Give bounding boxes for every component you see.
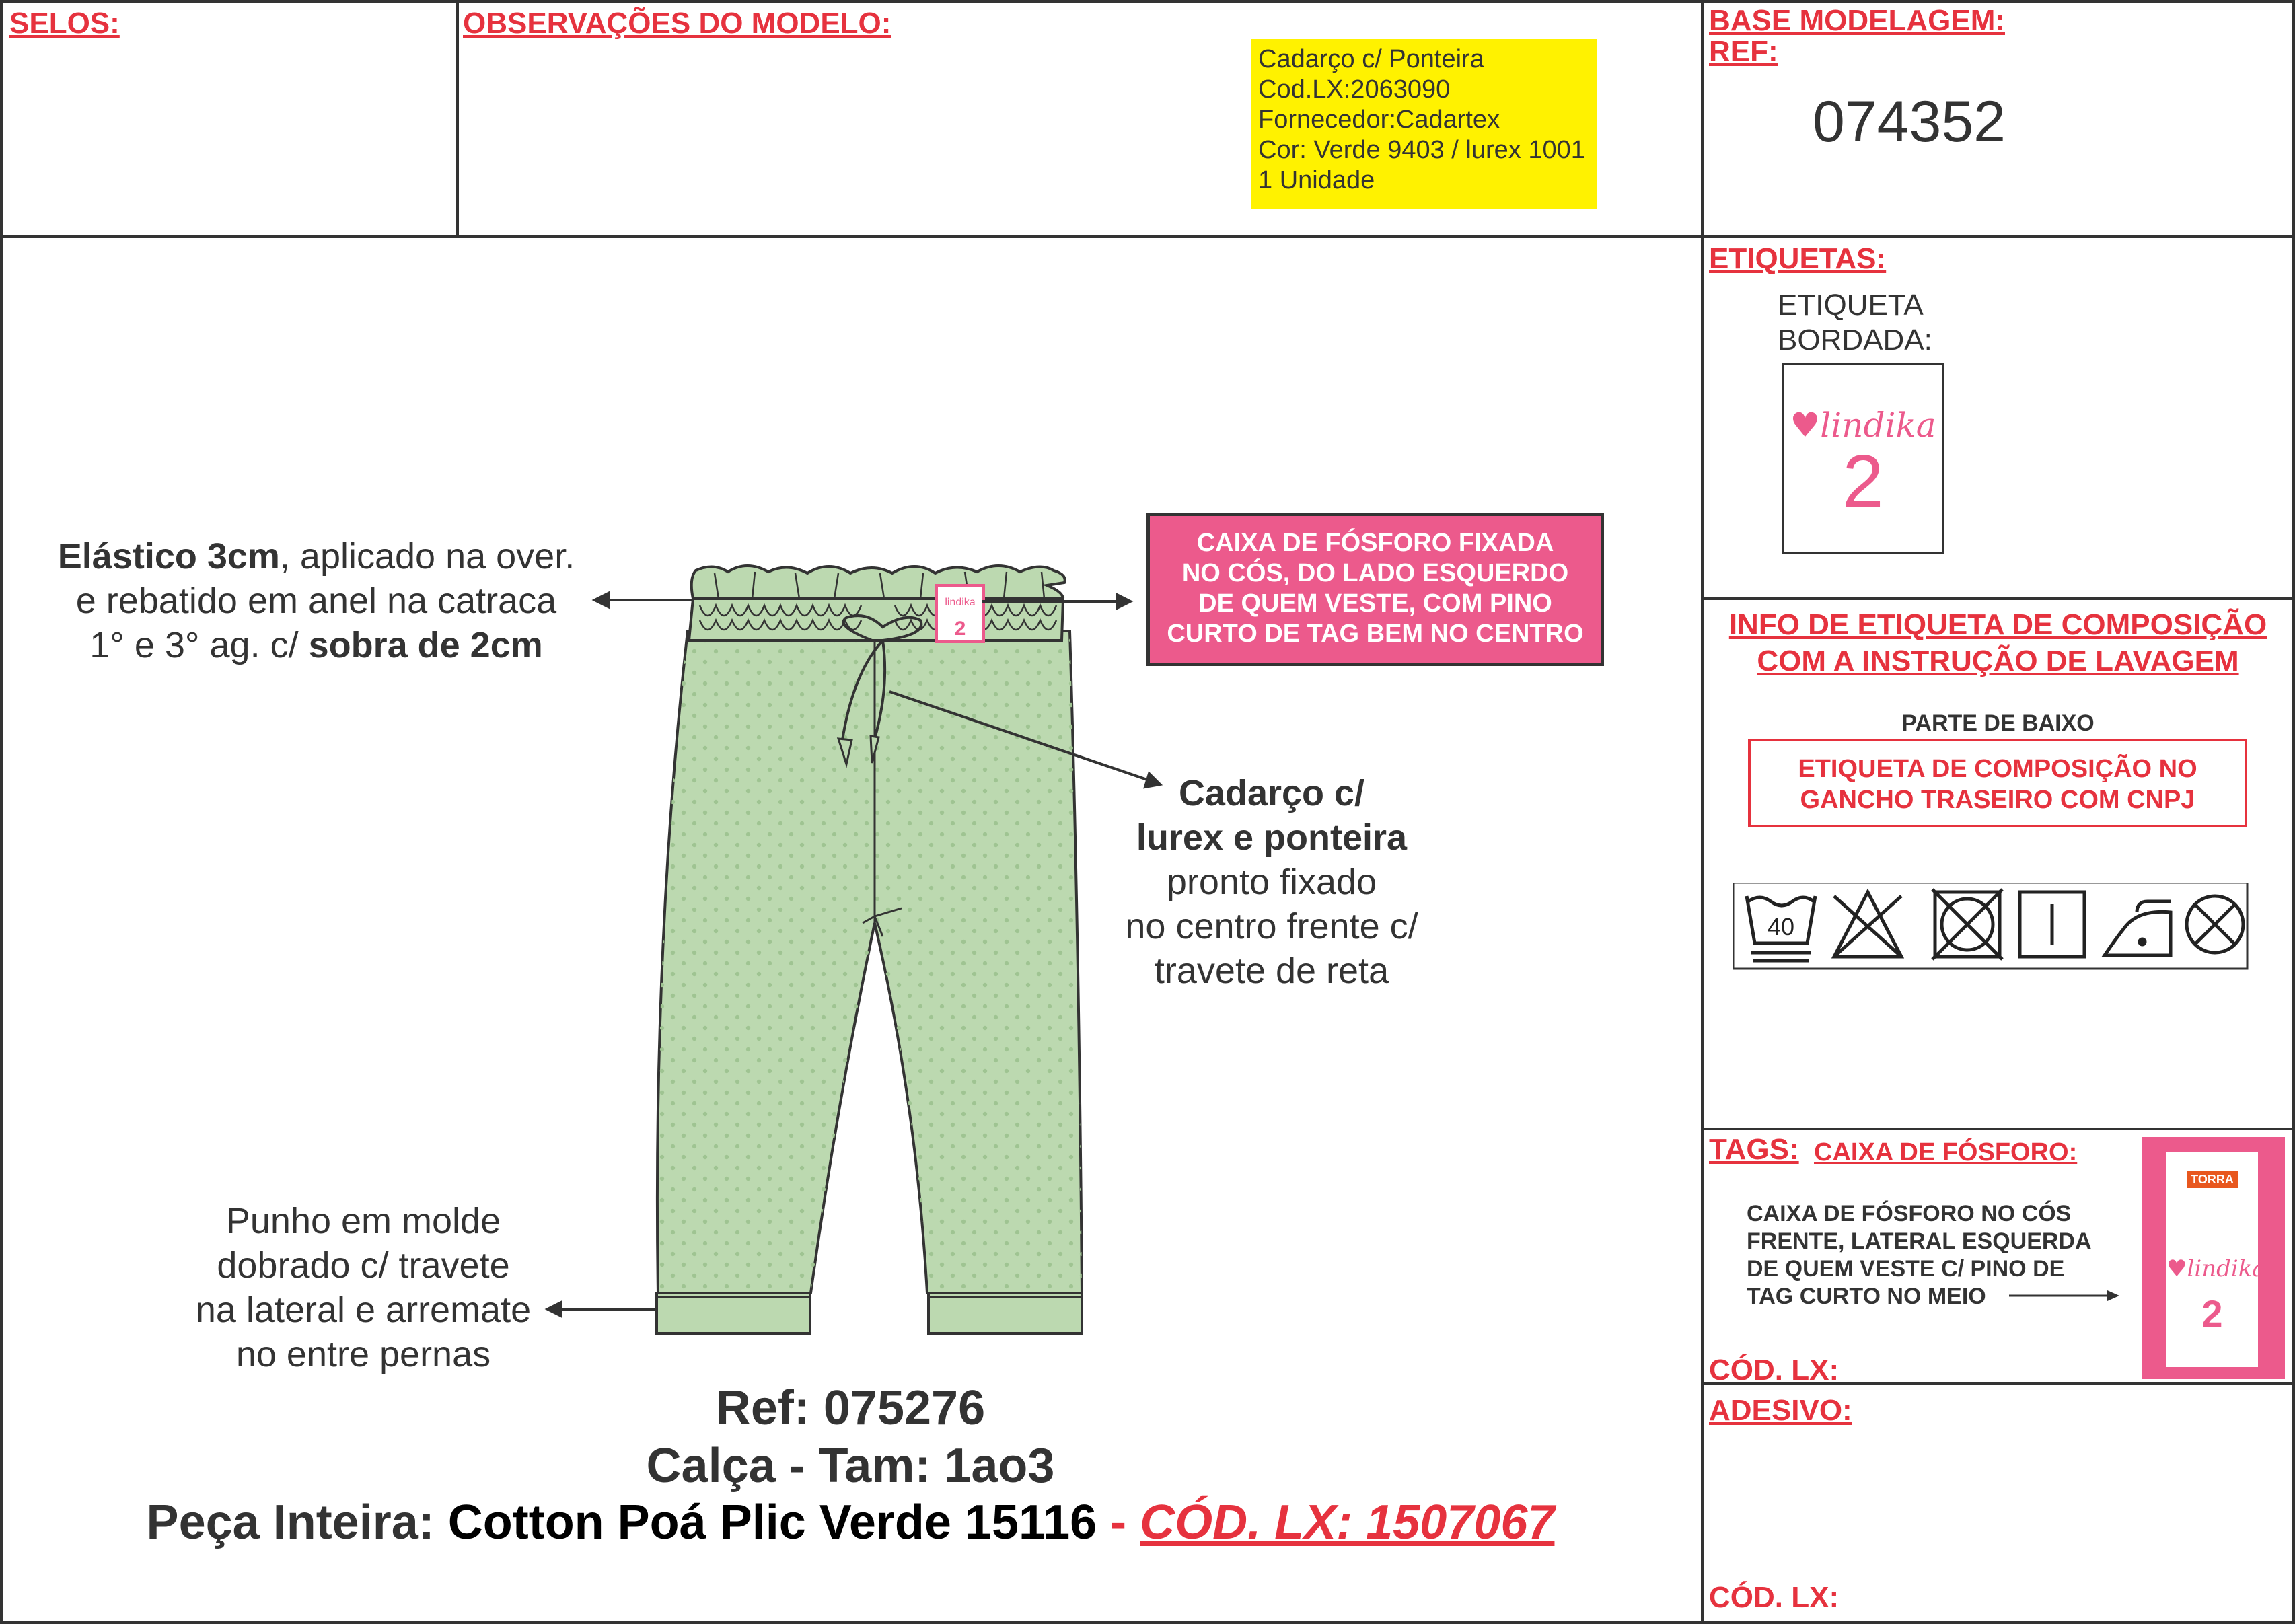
tags-label: TAGS:	[1709, 1133, 1799, 1166]
etiqueta-bordada-line1: ETIQUETA	[1778, 289, 1924, 322]
right-cuff	[928, 1293, 1082, 1333]
heart-icon: ♥	[1790, 406, 1821, 445]
composicao-line1: ETIQUETA DE COMPOSIÇÃO NO	[1798, 755, 2197, 783]
cadarco-bold1: Cadarço c/	[1178, 773, 1365, 813]
tag-brand	[2166, 1255, 2266, 1282]
elastic-note	[27, 534, 606, 667]
observacoes-label: OBSERVAÇÕES DO MODELO:	[463, 7, 891, 40]
tag-size: 2	[2201, 1292, 2223, 1335]
matchbox-note-line: NO CÓS, DO LADO ESQUERDO	[1181, 559, 1569, 587]
tag-text-line: CAIXA DE FÓSFORO NO CÓS	[1747, 1201, 2072, 1226]
yellow-note-line: Fornecedor:Cadartex	[1258, 106, 1500, 134]
selos-label: SELOS:	[9, 7, 120, 40]
cod-lx-tags-label: CÓD. LX:	[1709, 1354, 1839, 1387]
tag-text-line: TAG CURTO NO MEIO	[1747, 1284, 1986, 1309]
peca-label: Peça Inteira:	[146, 1496, 448, 1549]
left-cuff	[657, 1293, 810, 1333]
cadarco-line3: pronto fixado	[1166, 862, 1377, 902]
cod-lx-adesivo-label: CÓD. LX:	[1709, 1581, 1839, 1614]
tag-text-line: FRENTE, LATERAL ESQUERDA	[1747, 1228, 2092, 1254]
heart-icon: ♥	[2166, 1255, 2187, 1282]
divider-info	[1701, 1128, 2295, 1130]
yellow-note-line: Cor: Verde 9403 / lurex 1001	[1258, 136, 1585, 164]
etiqueta-bordada-label	[1778, 288, 1932, 358]
matchbox-note-line: CURTO DE TAG BEM NO CENTRO	[1167, 620, 1584, 648]
parte-baixo-label: PARTE DE BAIXO	[1901, 710, 2094, 736]
peca-value: Cotton Poá Plic Verde 15116	[447, 1496, 1097, 1549]
punho-note	[161, 1199, 565, 1376]
base-modelagem-label: BASE MODELAGEM:	[1709, 4, 2005, 37]
tag-text-line: DE QUEM VESTE C/ PINO DE	[1747, 1256, 2065, 1282]
yellow-note-line: Cod.LX:2063090	[1258, 75, 1451, 104]
arrow-elastic	[595, 593, 693, 607]
punho-line: dobrado c/ travete	[217, 1245, 510, 1286]
matchbox-note-line: DE QUEM VESTE, COM PINO	[1198, 589, 1552, 618]
svg-text:40: 40	[1767, 913, 1795, 940]
info-composicao-label	[1701, 607, 2295, 679]
no-tumble-dry-icon	[1932, 889, 2002, 959]
peca-sep: -	[1097, 1496, 1140, 1549]
ref-label: REF:	[1709, 35, 1778, 68]
peca-cod: CÓD. LX: 1507067	[1140, 1496, 1555, 1549]
punho-line: Punho em molde	[225, 1201, 501, 1241]
cadarco-note	[1077, 771, 1467, 993]
matchbox-note-box	[1146, 513, 1604, 666]
tag-arrow	[2009, 1288, 2121, 1304]
punho-line: na lateral e arremate	[195, 1290, 532, 1330]
etiqueta-bordada-line2: BORDADA:	[1778, 324, 1932, 357]
torra-logo: TORRA	[2187, 1171, 2238, 1188]
elastic-text: , aplicado na over.	[279, 536, 575, 577]
divider-etiquetas	[1701, 597, 2295, 600]
info-label-line2: COM A INSTRUÇÃO DE LAVAGEM	[1757, 644, 2239, 677]
elastic-bold: Elástico 3cm	[57, 536, 280, 577]
footer-ref: Ref: 075276	[715, 1381, 986, 1435]
brand-logo	[1784, 406, 1942, 445]
tag-brand-name: lindika	[2187, 1255, 2266, 1282]
punho-line: no entre pernas	[235, 1334, 491, 1374]
info-label-line1: INFO DE ETIQUETA DE COMPOSIÇÃO	[1728, 608, 2267, 641]
cadarco-line4: no centro frente c/	[1125, 906, 1418, 947]
footer-calca: Calça - Tam: 1ao3	[646, 1439, 1055, 1493]
divider-right-column	[1701, 0, 1704, 1624]
svg-text:2: 2	[954, 618, 966, 640]
matchbox-note-line: CAIXA DE FÓSFORO FIXADA	[1196, 529, 1554, 557]
wash-symbols	[1733, 883, 2249, 970]
footer-peca	[0, 1495, 1701, 1550]
yellow-note-line: Cadarço c/ Ponteira	[1258, 45, 1484, 73]
elastic-line3a: 1° e 3° ag. c/	[89, 625, 309, 665]
waist-ruffle	[692, 566, 1065, 599]
adesivo-label: ADESIVO:	[1709, 1394, 1852, 1427]
cadarco-bold2: lurex e ponteira	[1136, 817, 1408, 858]
cadarco-line5: travete de reta	[1154, 951, 1389, 991]
waistband	[689, 599, 1063, 640]
etiquetas-label: ETIQUETAS:	[1709, 242, 1887, 275]
brand-name: lindika	[1820, 406, 1936, 445]
svg-text:lindika: lindika	[945, 597, 976, 608]
composicao-box	[1748, 739, 2247, 827]
caixa-fosforo-label: CAIXA DE FÓSFORO:	[1814, 1138, 2078, 1167]
composicao-line2: GANCHO TRASEIRO COM CNPJ	[1800, 786, 2195, 814]
matchbox-tag-inner	[2166, 1152, 2266, 1367]
yellow-note-line: 1 Unidade	[1258, 166, 1375, 194]
ref-value: 074352	[1813, 89, 2006, 154]
elastic-line2: e rebatido em anel na catraca	[75, 581, 557, 621]
embroidered-label	[1782, 363, 1944, 554]
elastic-line3b: sobra de 2cm	[308, 625, 543, 665]
size-number: 2	[1842, 440, 1884, 523]
matchbox-tag	[2142, 1137, 2285, 1379]
